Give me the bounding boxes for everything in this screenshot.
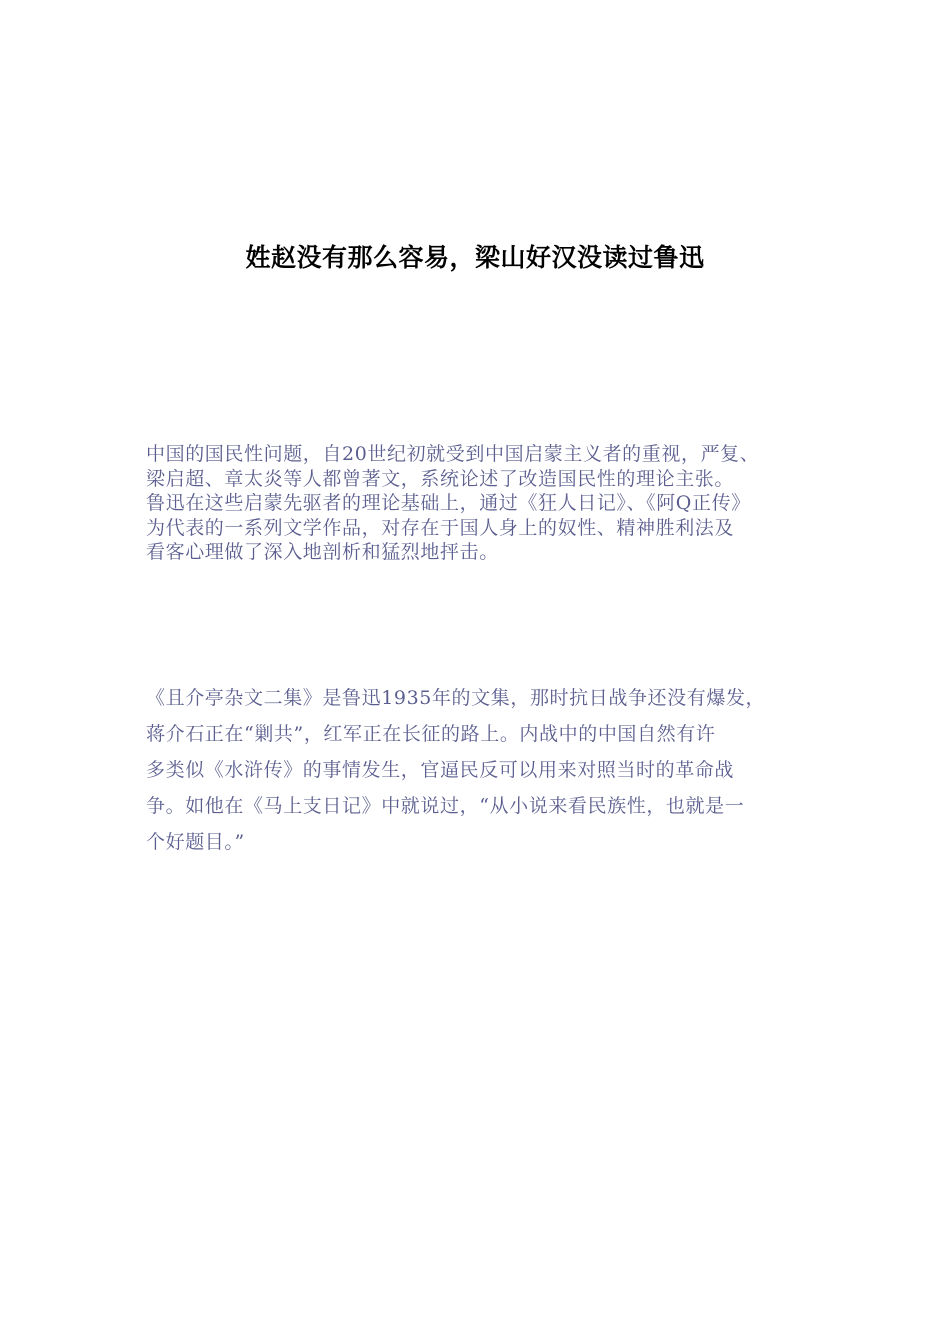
paragraph-line: 多类似《水浒传》的事情发生，官逼民反可以用来对照当时的革命战 xyxy=(146,759,735,781)
paragraph-qiejieting-essays xyxy=(146,680,818,860)
paragraph-line: 梁启超、章太炎等人都曾著文，系统论述了改造国民性的理论主张。 xyxy=(146,467,735,490)
paragraph-line: 争。如他在《马上支日记》中就说过，“从小说来看民族性，也就是一 xyxy=(146,795,745,817)
document-title: 姓赵没有那么容易，梁山好汉没读过鲁迅 xyxy=(245,243,705,272)
paragraph-line: 为代表的一系列文学作品，对存在于国人身上的奴性、精神胜利法及 xyxy=(146,516,735,539)
paragraph-line: 蒋介石正在“剿共”，红军正在长征的路上。内战中的中国自然有许 xyxy=(146,723,716,745)
paragraph-line: 个好题目。” xyxy=(146,831,245,853)
paragraph-line: 鲁迅在这些启蒙先驱者的理论基础上，通过《狂人日记》、《阿Q正传》 xyxy=(146,492,751,514)
paragraph-national-character xyxy=(146,442,818,565)
paragraph-line: 中国的国民性问题，自20世纪初就受到中国启蒙主义者的重视，严复、 xyxy=(146,443,760,465)
paragraph-line: 《且介亭杂文二集》是鲁迅1935年的文集，那时抗日战争还没有爆发， xyxy=(146,687,766,709)
paragraph-line: 看客心理做了深入地剖析和猛烈地抨击。 xyxy=(146,541,499,563)
